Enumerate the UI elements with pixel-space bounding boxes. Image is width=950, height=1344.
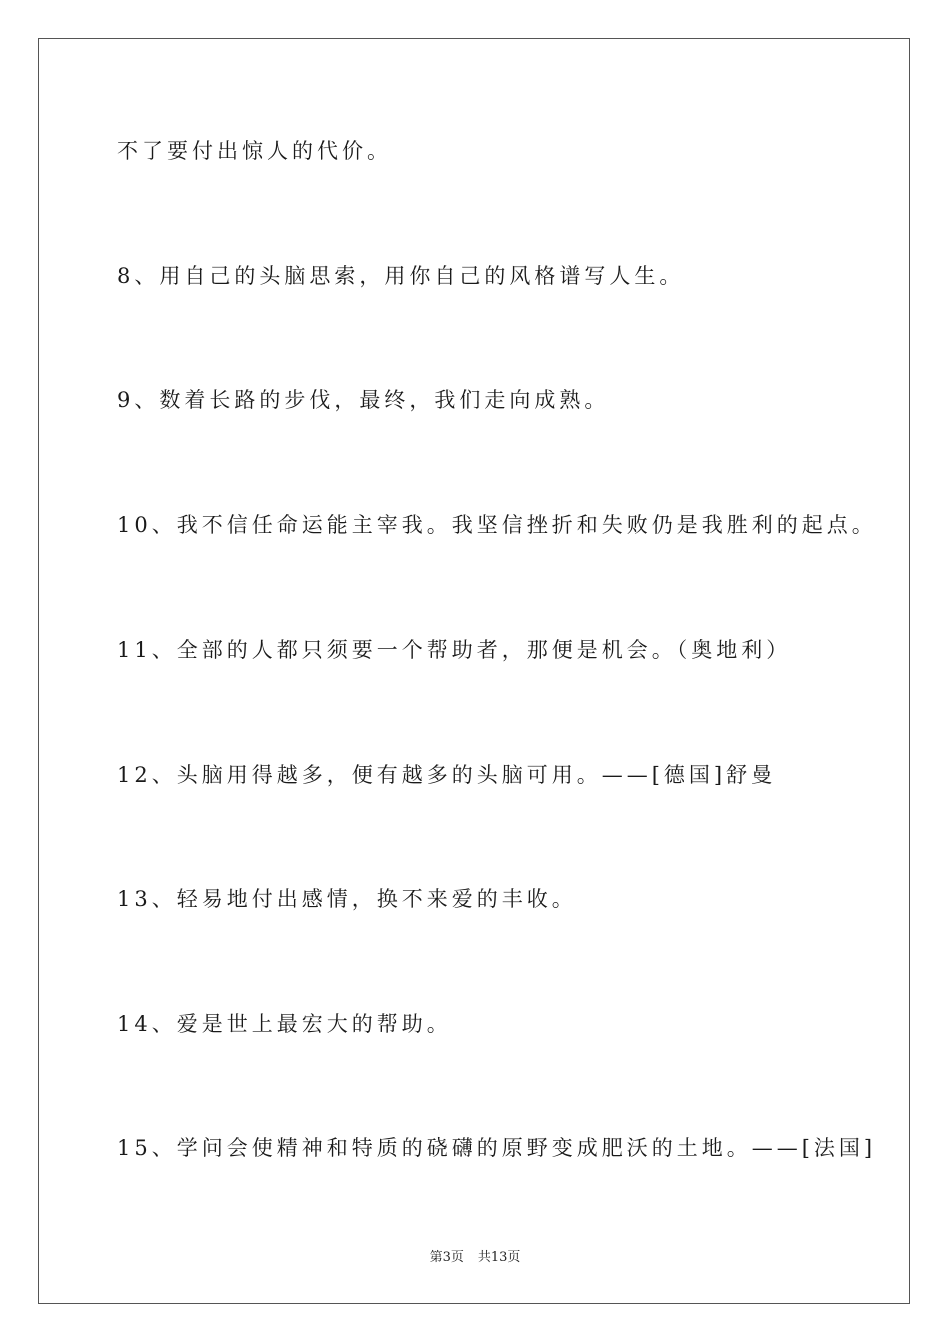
- page-total: 共13页: [477, 1250, 521, 1265]
- text-line-9: 15、学问会使精神和特质的硗礴的原野变成肥沃的土地。——[法国]: [117, 1136, 877, 1160]
- page-footer: [0, 1246, 950, 1265]
- text-line-8: 14、爱是世上最宏大的帮助。: [117, 1012, 452, 1036]
- text-line-4: 10、我不信任命运能主宰我。我坚信挫折和失败仍是我胜利的起点。: [117, 513, 877, 537]
- text-line-2: 8、用自己的头脑思索，用你自己的风格谱写人生。: [117, 264, 685, 288]
- text-line-7: 13、轻易地付出感情，换不来爱的丰收。: [117, 887, 577, 911]
- text-line-1: 不了要付出惊人的代价。: [117, 139, 392, 163]
- text-line-3: 9、数着长路的步伐，最终，我们走向成熟。: [117, 388, 610, 412]
- page-number: 第3页: [429, 1250, 464, 1265]
- text-line-6: 12、头脑用得越多，便有越多的头脑可用。——[德国]舒曼: [117, 763, 777, 787]
- page-border: [38, 38, 910, 1304]
- text-line-5: 11、全部的人都只须要一个帮助者，那便是机会。（奥地利）: [117, 638, 792, 662]
